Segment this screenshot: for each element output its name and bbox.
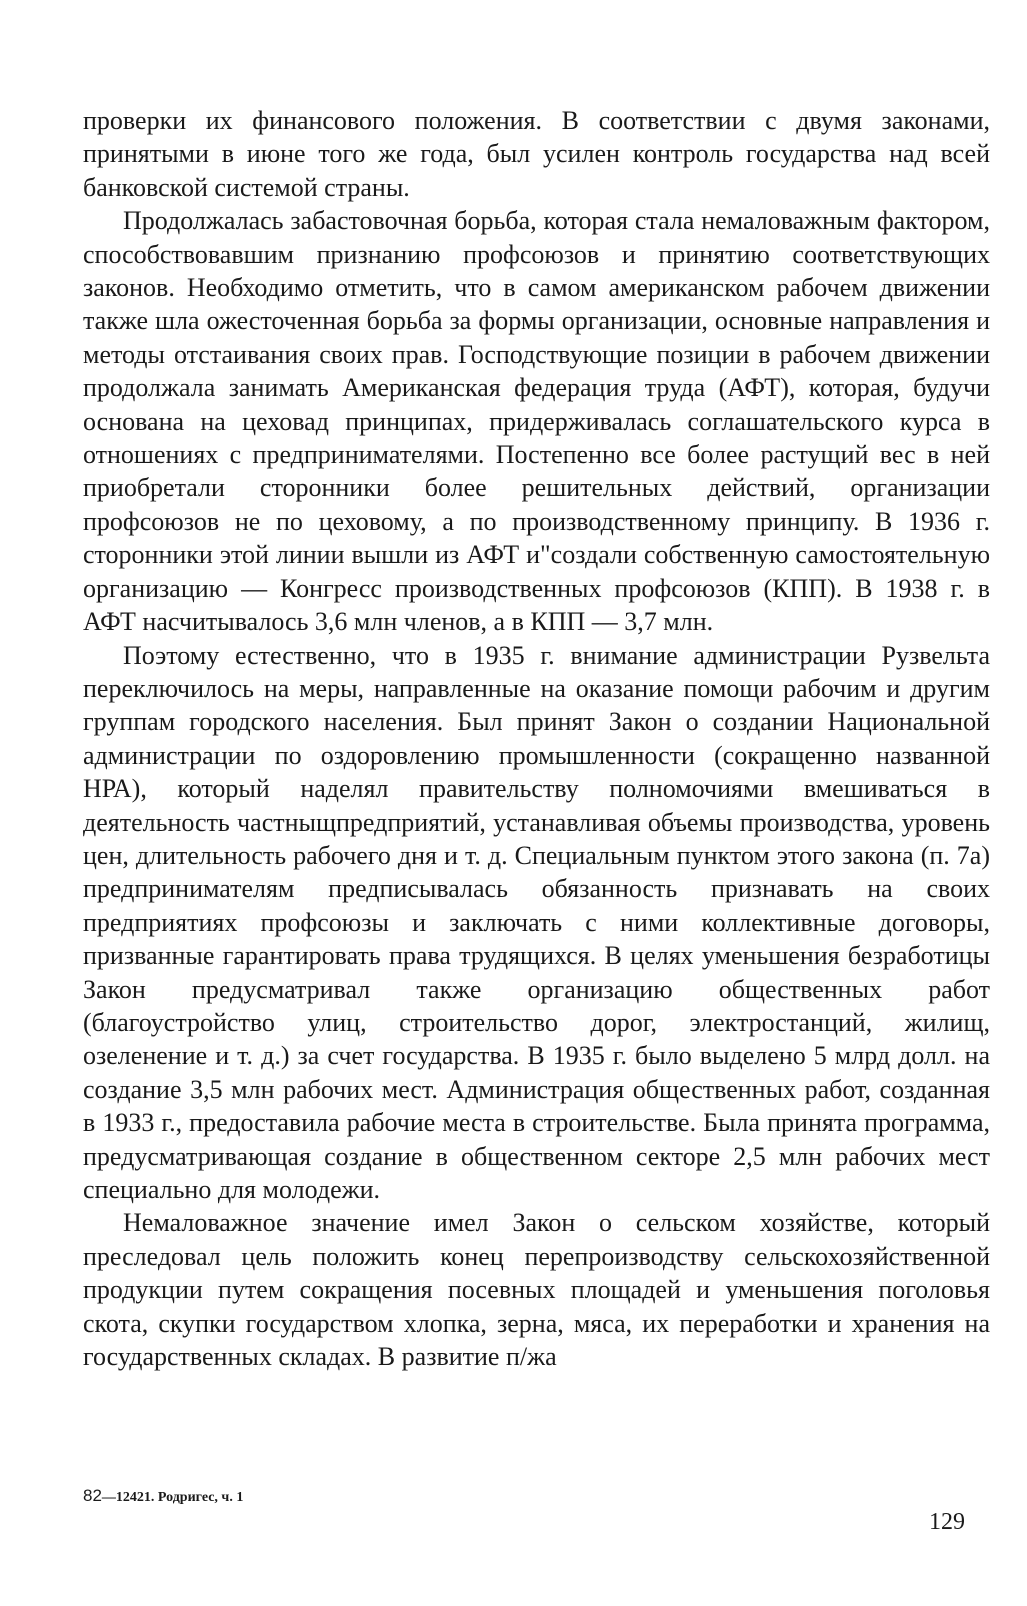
paragraph-strikes: Продолжалась забастовочная борьба, которая стала немаловажным фактором, способствовавшим признанию профсоюзов и принятию соответствующих законов. Необходимо отметить, что в самом американском рабочем движении также шла ожесточенная борьба за формы организации, основные направления и методы отстаивания своих прав. Господствующие позиции в рабочем движении продолжала занимать Американская федерация труда (АФТ), которая, будучи основана на цеховад принципах, придерживалась соглашательского курса в отношениях с предпринимателями. Постепенно все более растущий вес в ней приобретали сторонники более решительных действий, организации профсоюзов не по цеховому, а по производственному принципу. В 1936 г. сторонники этой линии вышли из АФТ и"создали собственную самостоятельную организацию — Конгресс производственных профсоюзов (КПП). В 1938 г. в АФТ насчитывалось 3,6 млн членов, а в КПП — 3,7 млн. [83, 206, 990, 637]
signature-number: 82 [83, 1486, 102, 1505]
paragraph-continuation: проверки их финансового положения. В соответствии с двумя законами, принятыми в июне того же года, был усилен контроль государства над всей банковской системой страны. [83, 106, 990, 202]
paragraph-agriculture: Немаловажное значение имел Закон о сельском хозяйстве, который преследовал цель положить конец перепроизводству сельскохозяйственной продукции путем сокращения посевных площадей и уменьшения поголовья скота, скупки государством хлопка, зерна, мяса, их переработки и хранения на государственных складах. В развитие п/жа [83, 1208, 990, 1372]
page-number: 129 [929, 1509, 965, 1535]
signature-text: —12421. Родригес, ч. 1 [101, 1490, 244, 1505]
body-text [83, 104, 990, 1373]
printer-signature [83, 1486, 243, 1506]
paragraph-nra: Поэтому естественно, что в 1935 г. внимание администрации Рузвельта переключилось на меры, направленные на оказание помощи рабочим и другим группам городского населения. Был принят Закон о создании Национальной администрации по оздоровлению промышленности (сокращенно названной НРА), который наделял правительству полномочиями вмешиваться в деятельность частныщпредприятий, устанавливая объемы производства, уровень цен, длительность рабочего дня и т. д. Специальным пунктом этого закона (п. 7а) предпринимателям предписывалась обязанность признавать на своих предприятиях профсоюзы и заключать с ними коллективные договоры, призванные гарантировать права трудящихся. В целях уменьшения безработицы Закон предусматривал также организацию общественных работ (благоустройство улиц, строительство дорог, электростанций, жилищ, озеленение и т. д.) за счет государства. В 1935 г. было выделено 5 млрд долл. на создание 3,5 млн рабочих мест. Администрация общественных работ, созданная в 1933 г., предоставила рабочие места в строительстве. Была принята программа, предусматривающая создание в общественном секторе 2,5 млн рабочих мест специально для молодежи. [83, 640, 990, 1204]
